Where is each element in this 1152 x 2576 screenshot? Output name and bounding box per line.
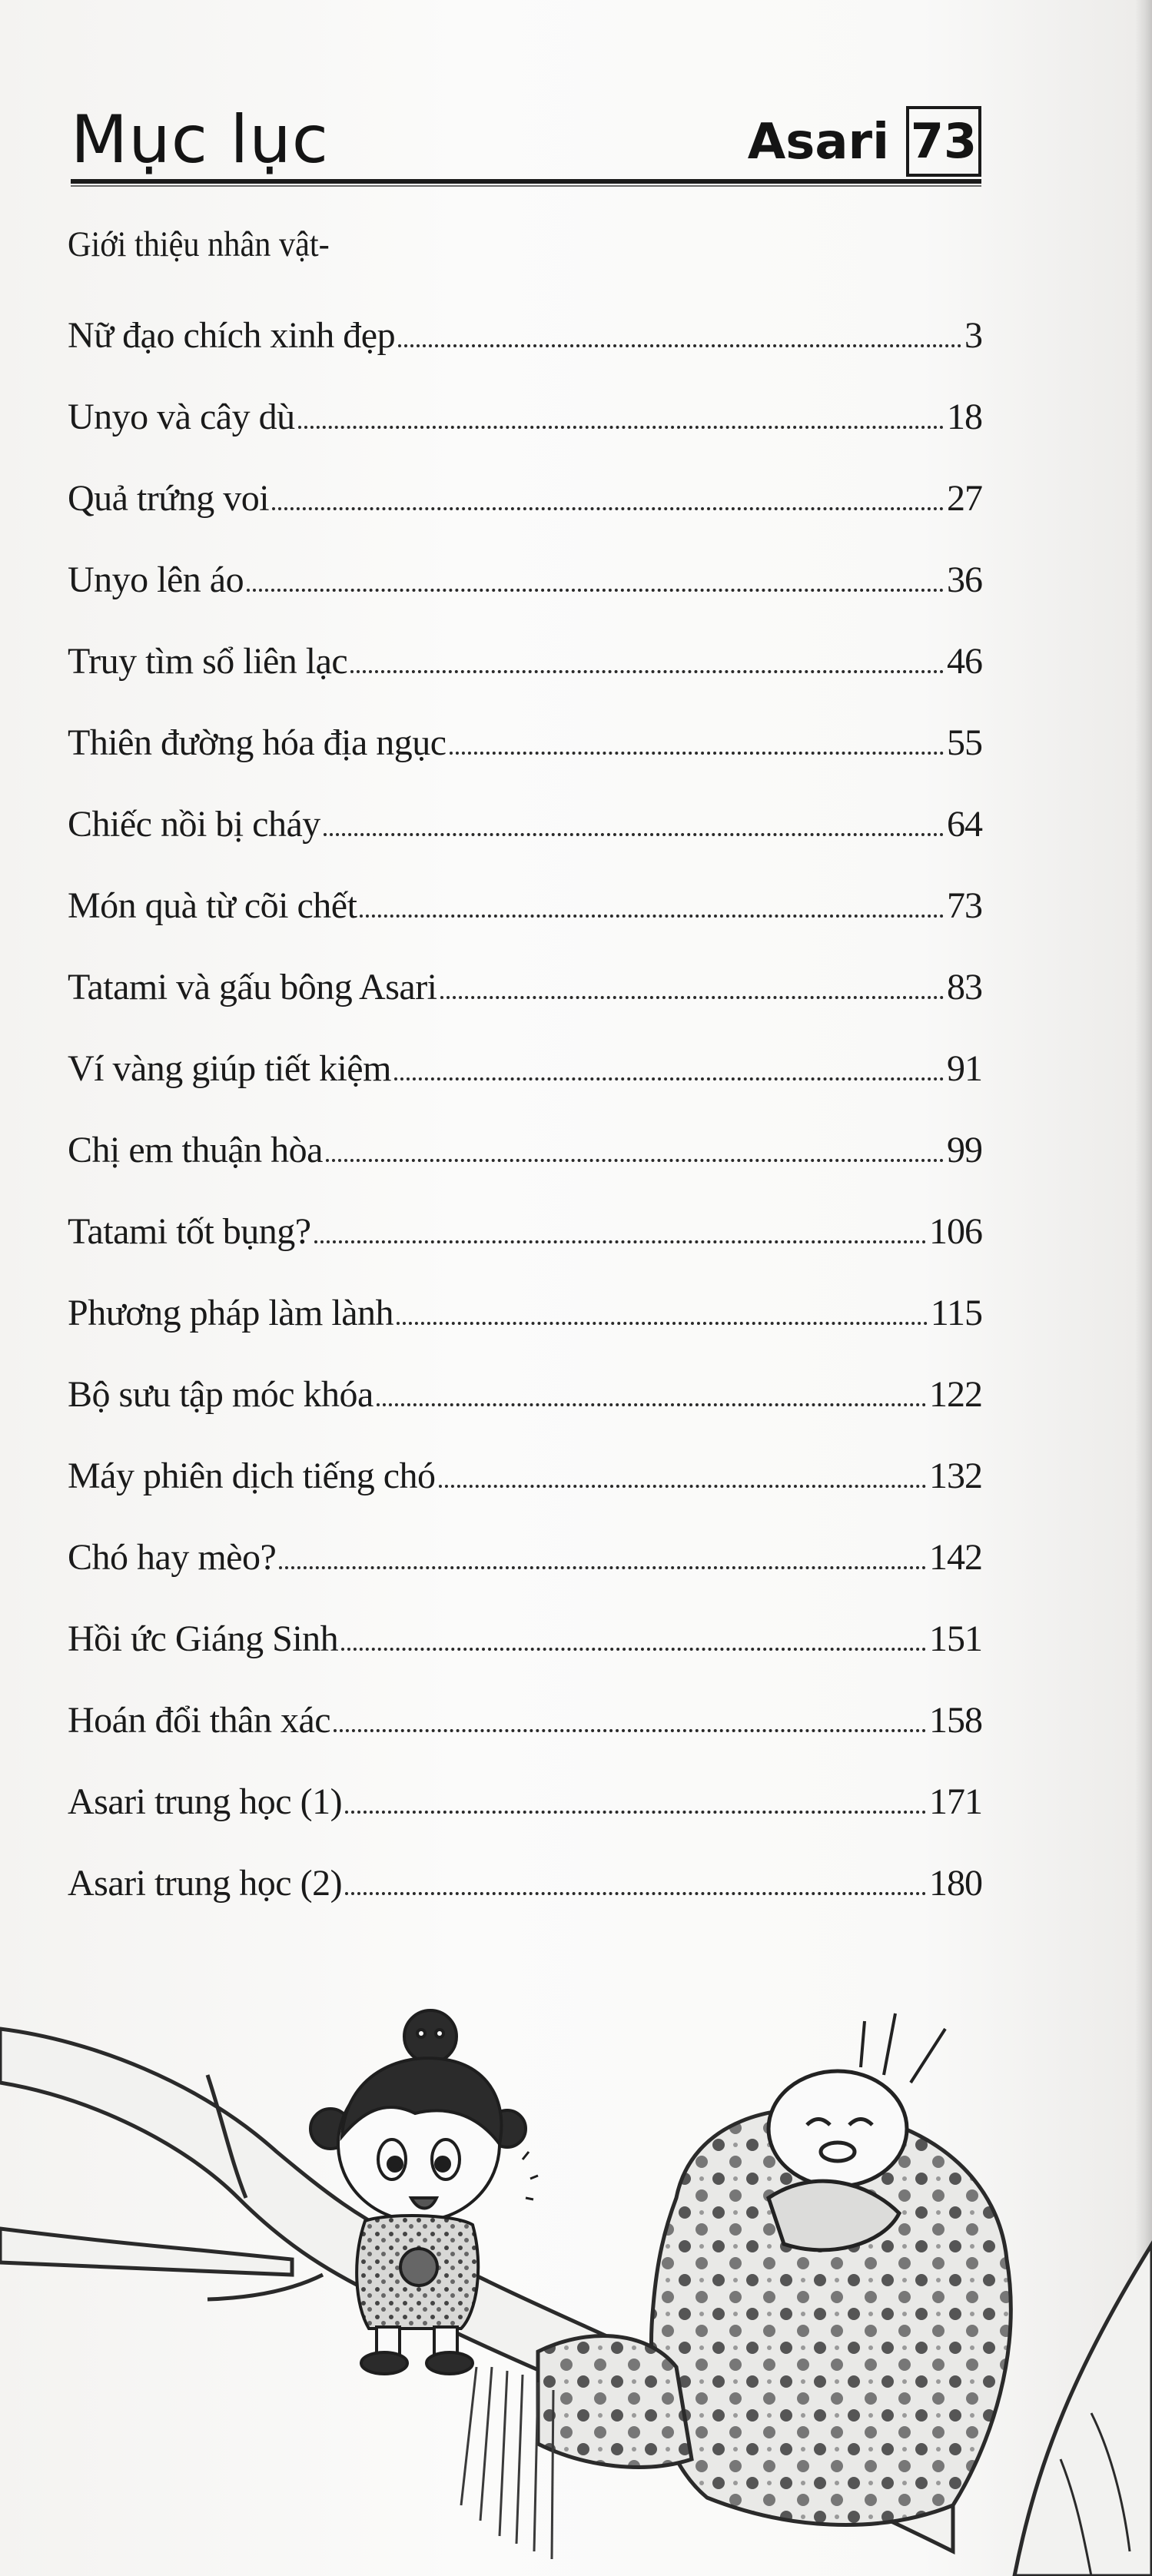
toc-entry-title: Máy phiên dịch tiếng chó <box>68 1456 436 1496</box>
volume-number-box: 73 <box>906 106 981 177</box>
dot-leader <box>324 833 944 836</box>
toc-entry <box>68 1179 982 1260</box>
dot-leader <box>326 1159 944 1162</box>
toc-entry-title: Chiếc nồi bị cháy <box>68 804 320 845</box>
toc-entry <box>68 853 982 934</box>
dot-leader <box>314 1240 926 1243</box>
toc-entry-title: Tatami tốt bụng? <box>68 1211 311 1252</box>
toc-entry <box>68 934 982 1016</box>
page-title: Mục lục <box>71 101 330 178</box>
toc-entry <box>68 1831 982 1912</box>
toc-entry-page: 91 <box>947 1048 982 1089</box>
toc-entry-title: Hồi ức Giáng Sinh <box>68 1618 339 1659</box>
dot-leader <box>397 1322 928 1325</box>
toc-entry <box>68 690 982 772</box>
toc-entry-page: 64 <box>947 804 982 845</box>
toc-entry-page: 180 <box>929 1863 982 1904</box>
toc-entry <box>68 1016 982 1097</box>
toc-entry-title: Unyo và cây dù <box>68 397 295 437</box>
toc-entry-page: 142 <box>929 1537 982 1578</box>
toc-entry-title: Hoán đổi thân xác <box>68 1700 331 1741</box>
toc-entry <box>68 446 982 527</box>
toc-entry <box>68 1586 982 1668</box>
toc-entry <box>68 1749 982 1831</box>
toc-entry-title: Bộ sưu tập móc khóa <box>68 1374 373 1415</box>
toc-entry-title: Unyo lên áo <box>68 559 244 600</box>
series-name: Asari <box>747 114 889 171</box>
dot-leader <box>377 1403 926 1406</box>
toc-entry-page: 132 <box>929 1456 982 1496</box>
toc-entry <box>68 527 982 609</box>
toc-entry-page: 3 <box>964 315 982 356</box>
toc-entry-page: 122 <box>929 1374 982 1415</box>
toc-entry <box>68 283 982 364</box>
dot-leader <box>247 589 944 592</box>
toc-entry <box>68 1668 982 1749</box>
toc-entry-page: 171 <box>929 1781 982 1822</box>
toc-entry-page: 73 <box>947 885 982 926</box>
manga-illustration <box>0 1967 1152 2576</box>
toc-entry <box>68 1505 982 1586</box>
toc-entry <box>68 364 982 446</box>
header-rule-thin <box>71 185 981 187</box>
dot-leader <box>360 915 944 918</box>
dot-leader <box>450 752 944 755</box>
toc-entry <box>68 1260 982 1342</box>
toc-entry-page: 36 <box>947 559 982 600</box>
dot-leader <box>439 1485 926 1488</box>
toc-entry-title: Chó hay mèo? <box>68 1537 277 1578</box>
toc-entry <box>68 772 982 853</box>
toc-entry-page: 46 <box>947 641 982 682</box>
dot-leader <box>272 507 944 510</box>
toc-entry-page: 27 <box>947 478 982 519</box>
toc-entry-page: 158 <box>929 1700 982 1741</box>
toc-entry-page: 18 <box>947 397 982 437</box>
toc-entry-page: 99 <box>947 1130 982 1170</box>
dot-leader <box>345 1892 926 1895</box>
toc-entry-title: Asari trung học (2) <box>68 1863 343 1904</box>
toc-entry-page: 83 <box>947 967 982 1007</box>
dot-leader <box>440 996 944 999</box>
toc-intro: Giới thiệu nhân vật- <box>68 224 330 264</box>
toc-entry-title: Nữ đạo chích xinh đẹp <box>68 315 396 356</box>
dot-leader <box>334 1729 926 1732</box>
header-rule <box>71 179 981 184</box>
toc-entry-title: Món quà từ cõi chết <box>68 885 357 926</box>
toc-entry-title: Tatami và gấu bông Asari <box>68 967 437 1007</box>
dot-leader <box>298 426 944 429</box>
toc-entry-title: Asari trung học (1) <box>68 1781 343 1822</box>
toc-entry <box>68 1097 982 1179</box>
toc-entry <box>68 1423 982 1505</box>
toc-entry-title: Chị em thuận hòa <box>68 1130 323 1170</box>
toc-entry <box>68 1342 982 1423</box>
page-header <box>71 92 981 184</box>
toc-entry-title: Ví vàng giúp tiết kiệm <box>68 1048 391 1089</box>
toc-entry-page: 55 <box>947 722 982 763</box>
dot-leader <box>341 1648 926 1651</box>
dot-leader <box>279 1566 926 1569</box>
dot-leader <box>398 344 961 347</box>
dot-leader <box>345 1811 926 1814</box>
toc-entry-title: Quả trứng voi <box>68 478 270 519</box>
toc-entry-page: 115 <box>930 1293 982 1333</box>
toc-entry <box>68 609 982 690</box>
toc-entry-title: Phương pháp làm lành <box>68 1293 394 1333</box>
dot-leader <box>394 1077 944 1081</box>
toc-entry-page: 151 <box>929 1618 982 1659</box>
dot-leader <box>350 670 944 673</box>
toc-entry-page: 106 <box>929 1211 982 1252</box>
toc-entry-title: Truy tìm sổ liên lạc <box>68 641 348 682</box>
toc-entry-title: Thiên đường hóa địa ngục <box>68 722 447 763</box>
